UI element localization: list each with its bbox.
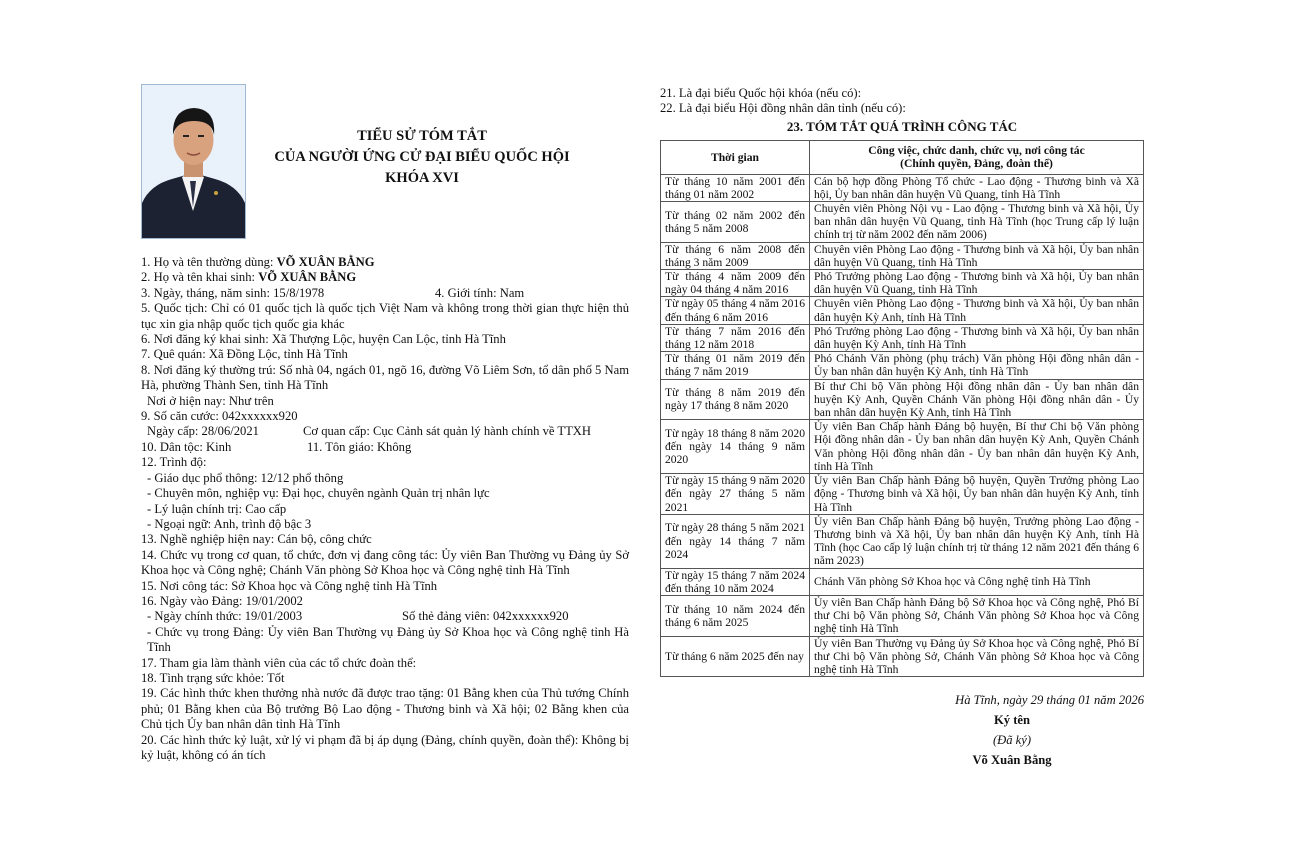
item-5: 5. Quốc tịch: Chỉ có 01 quốc tịch là quốc tịch Việt Nam và không trong thời gian thực hiện thủ tục xin gia nhập quốc tịch quốc gia khác <box>141 301 629 331</box>
table-row <box>661 568 1144 595</box>
item-8: 8. Nơi đăng ký thường trú: Số nhà 04, ngách 01, ngõ 16, đường Võ Liêm Sơn, tổ dân phố 5 Nam Hà, phường Thành Sen, tỉnh Hà Tĩnh <box>141 362 629 393</box>
job-cell: Ủy viên Ban Chấp hành Đảng bộ huyện, Trưởng phòng Lao động - Thương binh và Xã hội, Ủy ban nhân dân huyện Kỳ Anh, tỉnh Hà Tĩnh (học Cao cấp lý luận chính trị từ tháng 12 năm 2021 đến tháng 6 năm 2023) <box>810 514 1144 568</box>
item-19: 19. Các hình thức khen thưởng nhà nước đã được trao tặng: 01 Bằng khen của Thủ tướng Chính phủ; 01 Bằng khen của Bộ trưởng Bộ Lao động - Thương binh và Xã hội; 02 Bằng khen của Chủ tịch Ủy ban nhân dân tỉnh Hà Tĩnh <box>141 686 629 732</box>
time-cell: Từ ngày 18 tháng 8 năm 2020 đến ngày 14 tháng 9 năm 2020 <box>661 420 810 474</box>
job-cell: Ủy viên Ban Chấp hành Đảng bộ huyện, Quyền Trưởng phòng Lao động - Thương binh và Xã hội, Ủy ban nhân dân huyện Kỳ Anh, tỉnh Hà Tĩnh <box>810 474 1144 515</box>
item-18: 18. Tình trạng sức khỏe: Tốt <box>141 670 285 685</box>
item-12: 12. Trình độ: <box>141 455 207 470</box>
job-cell: Chuyên viên Phòng Lao động - Thương binh và Xã hội, Ủy ban nhân dân huyện Vũ Quang, tỉnh Hà Tĩnh <box>810 242 1144 269</box>
job-cell: Bí thư Chi bộ Văn phòng Hội đồng nhân dân - Ủy ban nhân dân huyện Kỳ Anh, Quyền Chánh Văn phòng Hội đồng nhân dân - Ủy ban nhân dân huyện Kỳ Anh, tỉnh Hà Tĩnh <box>810 379 1144 420</box>
title-line-2: CỦA NGƯỜI ỨNG CỬ ĐẠI BIỂU QUỐC HỘI <box>274 149 570 165</box>
signature-signed: (Đã ký) <box>992 733 1032 747</box>
item-12d: - Ngoại ngữ: Anh, trình độ bậc 3 <box>147 516 312 531</box>
work-history-section <box>660 86 1144 677</box>
time-cell: Từ ngày 15 tháng 9 năm 2020 đến ngày 27 tháng 5 năm 2021 <box>661 474 810 515</box>
table-header-row <box>661 141 1144 174</box>
item-16-official <box>141 609 629 624</box>
item-16a: - Ngày chính thức: 19/01/2003 <box>147 609 303 624</box>
item-13: 13. Nghề nghiệp hiện nay: Cán bộ, công chức <box>141 532 372 547</box>
time-cell: Từ tháng 02 năm 2002 đến tháng 5 năm 2008 <box>661 202 810 243</box>
item-12b: - Chuyên môn, nghiệp vụ: Đại học, chuyên ngành Quản trị nhân lực <box>147 486 490 501</box>
table-row <box>661 636 1144 677</box>
signature-block <box>880 690 1144 770</box>
item-10-11 <box>141 440 629 455</box>
time-cell: Từ ngày 15 tháng 7 năm 2024 đến tháng 10 năm 2024 <box>661 568 810 595</box>
job-cell: Ủy viên Ban Thường vụ Đảng ủy Sở Khoa học và Công nghệ, Phó Bí thư Chi bộ Văn phòng Sở, Chánh Văn phòng Sở Khoa học và Công nghệ tỉnh Hà Tĩnh <box>810 636 1144 677</box>
table-row <box>661 595 1144 636</box>
table-row <box>661 270 1144 297</box>
time-cell: Từ ngày 28 tháng 5 năm 2021 đến ngày 14 tháng 7 năm 2024 <box>661 514 810 568</box>
item-14: 14. Chức vụ trong cơ quan, tổ chức, đơn vị đang công tác: Ủy viên Ban Thường vụ Đảng ủy Sở Khoa học và Công nghệ; Chánh Văn phòng Sở Khoa học và Công nghệ tỉnh Hà Tĩnh <box>141 547 629 578</box>
item-12c: - Lý luận chính trị: Cao cấp <box>147 501 287 516</box>
title-line-1: TIỂU SỬ TÓM TẮT <box>357 128 487 144</box>
item-10: 10. Dân tộc: Kinh <box>141 439 232 454</box>
table-row <box>661 420 1144 474</box>
portrait-image <box>142 85 245 238</box>
job-cell: Chuyên viên Phòng Nội vụ - Lao động - Thương binh và Xã hội, Ủy ban nhân dân huyện Vũ Quang, tỉnh Hà Tĩnh (học Trung cấp lý luận chính trị từ năm 2002 đến năm 2006) <box>810 202 1144 243</box>
table-row <box>661 297 1144 324</box>
item-9b: Cơ quan cấp: Cục Cảnh sát quản lý hành chính về TTXH <box>303 424 591 439</box>
job-cell: Chuyên viên Phòng Lao động - Thương binh và Xã hội, Ủy ban nhân dân huyện Kỳ Anh, tỉnh Hà Tĩnh <box>810 297 1144 324</box>
item-1 <box>141 255 629 270</box>
item-3-4 <box>141 286 629 301</box>
time-cell: Từ tháng 6 năm 2025 đến nay <box>661 636 810 677</box>
table-row <box>661 324 1144 351</box>
time-cell: Từ tháng 4 năm 2009 đến ngày 04 tháng 4 năm 2016 <box>661 270 810 297</box>
title-line-3: KHÓA XVI <box>385 170 459 186</box>
item-9: 9. Số căn cước: 042xxxxxx920 <box>141 409 298 424</box>
job-cell: Chánh Văn phòng Sở Khoa học và Công nghệ tỉnh Hà Tĩnh <box>810 568 1144 595</box>
item-1-value: VÕ XUÂN BẰNG <box>276 255 375 269</box>
time-cell: Từ tháng 10 năm 2001 đến tháng 01 năm 2002 <box>661 174 810 201</box>
work-history-table <box>660 140 1144 677</box>
item-12a: - Giáo dục phổ thông: 12/12 phổ thông <box>147 470 344 485</box>
header-job <box>810 141 1144 174</box>
item-4: 4. Giới tính: Nam <box>435 285 525 300</box>
time-cell: Từ tháng 6 năm 2008 đến tháng 3 năm 2009 <box>661 242 810 269</box>
signature-name: Võ Xuân Bằng <box>972 753 1052 767</box>
item-2-label: 2. Họ và tên khai sinh: <box>141 270 259 285</box>
header-job-line-2: (Chính quyền, Đảng, đoàn thể) <box>900 157 1053 171</box>
item-16c: - Chức vụ trong Đảng: Ủy viên Ban Thường vụ Đảng ủy Sở Khoa học và Công nghệ tỉnh Hà Tĩnh <box>147 624 629 655</box>
job-cell: Phó Trưởng phòng Lao động - Thương binh và Xã hội, Ủy ban nhân dân huyện Vũ Quang, tỉnh Hà Tĩnh <box>810 270 1144 297</box>
time-cell: Từ tháng 7 năm 2016 đến tháng 12 năm 2018 <box>661 324 810 351</box>
item-6: 6. Nơi đăng ký khai sinh: Xã Thượng Lộc, huyện Can Lộc, tỉnh Hà Tĩnh <box>141 332 506 347</box>
item-22: 22. Là đại biểu Hội đồng nhân dân tỉnh (nếu có): <box>660 101 906 116</box>
item-11: 11. Tôn giáo: Không <box>307 439 412 454</box>
time-cell: Từ tháng 01 năm 2019 đến tháng 7 năm 2019 <box>661 352 810 379</box>
time-cell: Từ ngày 05 tháng 4 năm 2016 đến tháng 6 năm 2016 <box>661 297 810 324</box>
table-row <box>661 242 1144 269</box>
personal-info <box>141 255 629 763</box>
candidate-photo <box>141 84 246 239</box>
header-time: Thời gian <box>661 141 810 174</box>
signature-label: Ký tên <box>993 713 1031 727</box>
item-8b: Nơi ở hiện nay: Như trên <box>147 393 274 408</box>
item-15: 15. Nơi công tác: Sở Khoa học và Công nghệ tỉnh Hà Tĩnh <box>141 578 438 593</box>
table-row <box>661 202 1144 243</box>
table-row <box>661 514 1144 568</box>
document-title <box>262 126 582 189</box>
item-9-issue <box>141 424 629 439</box>
item-21: 21. Là đại biểu Quốc hội khóa (nếu có): <box>660 86 862 100</box>
job-cell: Phó Trưởng phòng Lao động - Thương binh và Xã hội, Ủy ban nhân dân huyện Kỳ Anh, tỉnh Hà Tĩnh <box>810 324 1144 351</box>
signature-date: Hà Tĩnh, ngày 29 tháng 01 năm 2026 <box>955 693 1144 707</box>
table-row <box>661 174 1144 201</box>
job-cell: Cán bộ hợp đồng Phòng Tổ chức - Lao động - Thương binh và Xã hội, Ủy ban nhân dân huyện Vũ Quang, tỉnh Hà Tĩnh <box>810 174 1144 201</box>
job-cell: Ủy viên Ban Chấp hành Đảng bộ Sở Khoa học và Công nghệ, Phó Bí thư Chi bộ Văn phòng Sở, Chánh Văn phòng Sở Khoa học và Công nghệ tỉnh Hà Tĩnh <box>810 595 1144 636</box>
item-9a: Ngày cấp: 28/06/2021 <box>147 424 259 439</box>
item-20: 20. Các hình thức kỷ luật, xử lý vi phạm đã bị áp dụng (Đảng, chính quyền, đoàn thể): Không bị kỷ luật, không có án tích <box>141 732 629 762</box>
time-cell: Từ tháng 8 năm 2019 đến ngày 17 tháng 8 năm 2020 <box>661 379 810 420</box>
job-cell: Phó Chánh Văn phòng (phụ trách) Văn phòng Hội đồng nhân dân - Ủy ban nhân dân huyện Kỳ Anh, tỉnh Hà Tĩnh <box>810 352 1144 379</box>
header-job-line-1: Công việc, chức danh, chức vụ, nơi công tác <box>868 144 1085 158</box>
item-3: 3. Ngày, tháng, năm sinh: 15/8/1978 <box>141 285 325 300</box>
job-cell: Ủy viên Ban Chấp hành Đảng bộ huyện, Bí thư Chi bộ Văn phòng Hội đồng nhân dân - Ủy ban nhân dân huyện Kỳ Anh, Quyền Chánh Văn phòng Hội đồng nhân dân - Ủy ban nhân dân huyện Kỳ Anh, tỉnh Hà Tĩnh <box>810 420 1144 474</box>
item-16b: Số thẻ đảng viên: 042xxxxxx920 <box>402 609 569 624</box>
table-row <box>661 474 1144 515</box>
item-7: 7. Quê quán: Xã Đồng Lộc, tỉnh Hà Tĩnh <box>141 347 348 362</box>
item-2 <box>141 270 629 285</box>
item-1-label: 1. Họ và tên thường dùng: <box>141 255 277 269</box>
item-2-value: VÕ XUÂN BẰNG <box>258 270 357 285</box>
time-cell: Từ tháng 10 năm 2024 đến tháng 6 năm 2025 <box>661 595 810 636</box>
table-row <box>661 352 1144 379</box>
table-row <box>661 379 1144 420</box>
item-17: 17. Tham gia làm thành viên của các tổ chức đoàn thể: <box>141 655 417 670</box>
item-16: 16. Ngày vào Đảng: 19/01/2002 <box>141 593 303 608</box>
section-title: 23. TÓM TẮT QUÁ TRÌNH CÔNG TÁC <box>786 118 1018 134</box>
